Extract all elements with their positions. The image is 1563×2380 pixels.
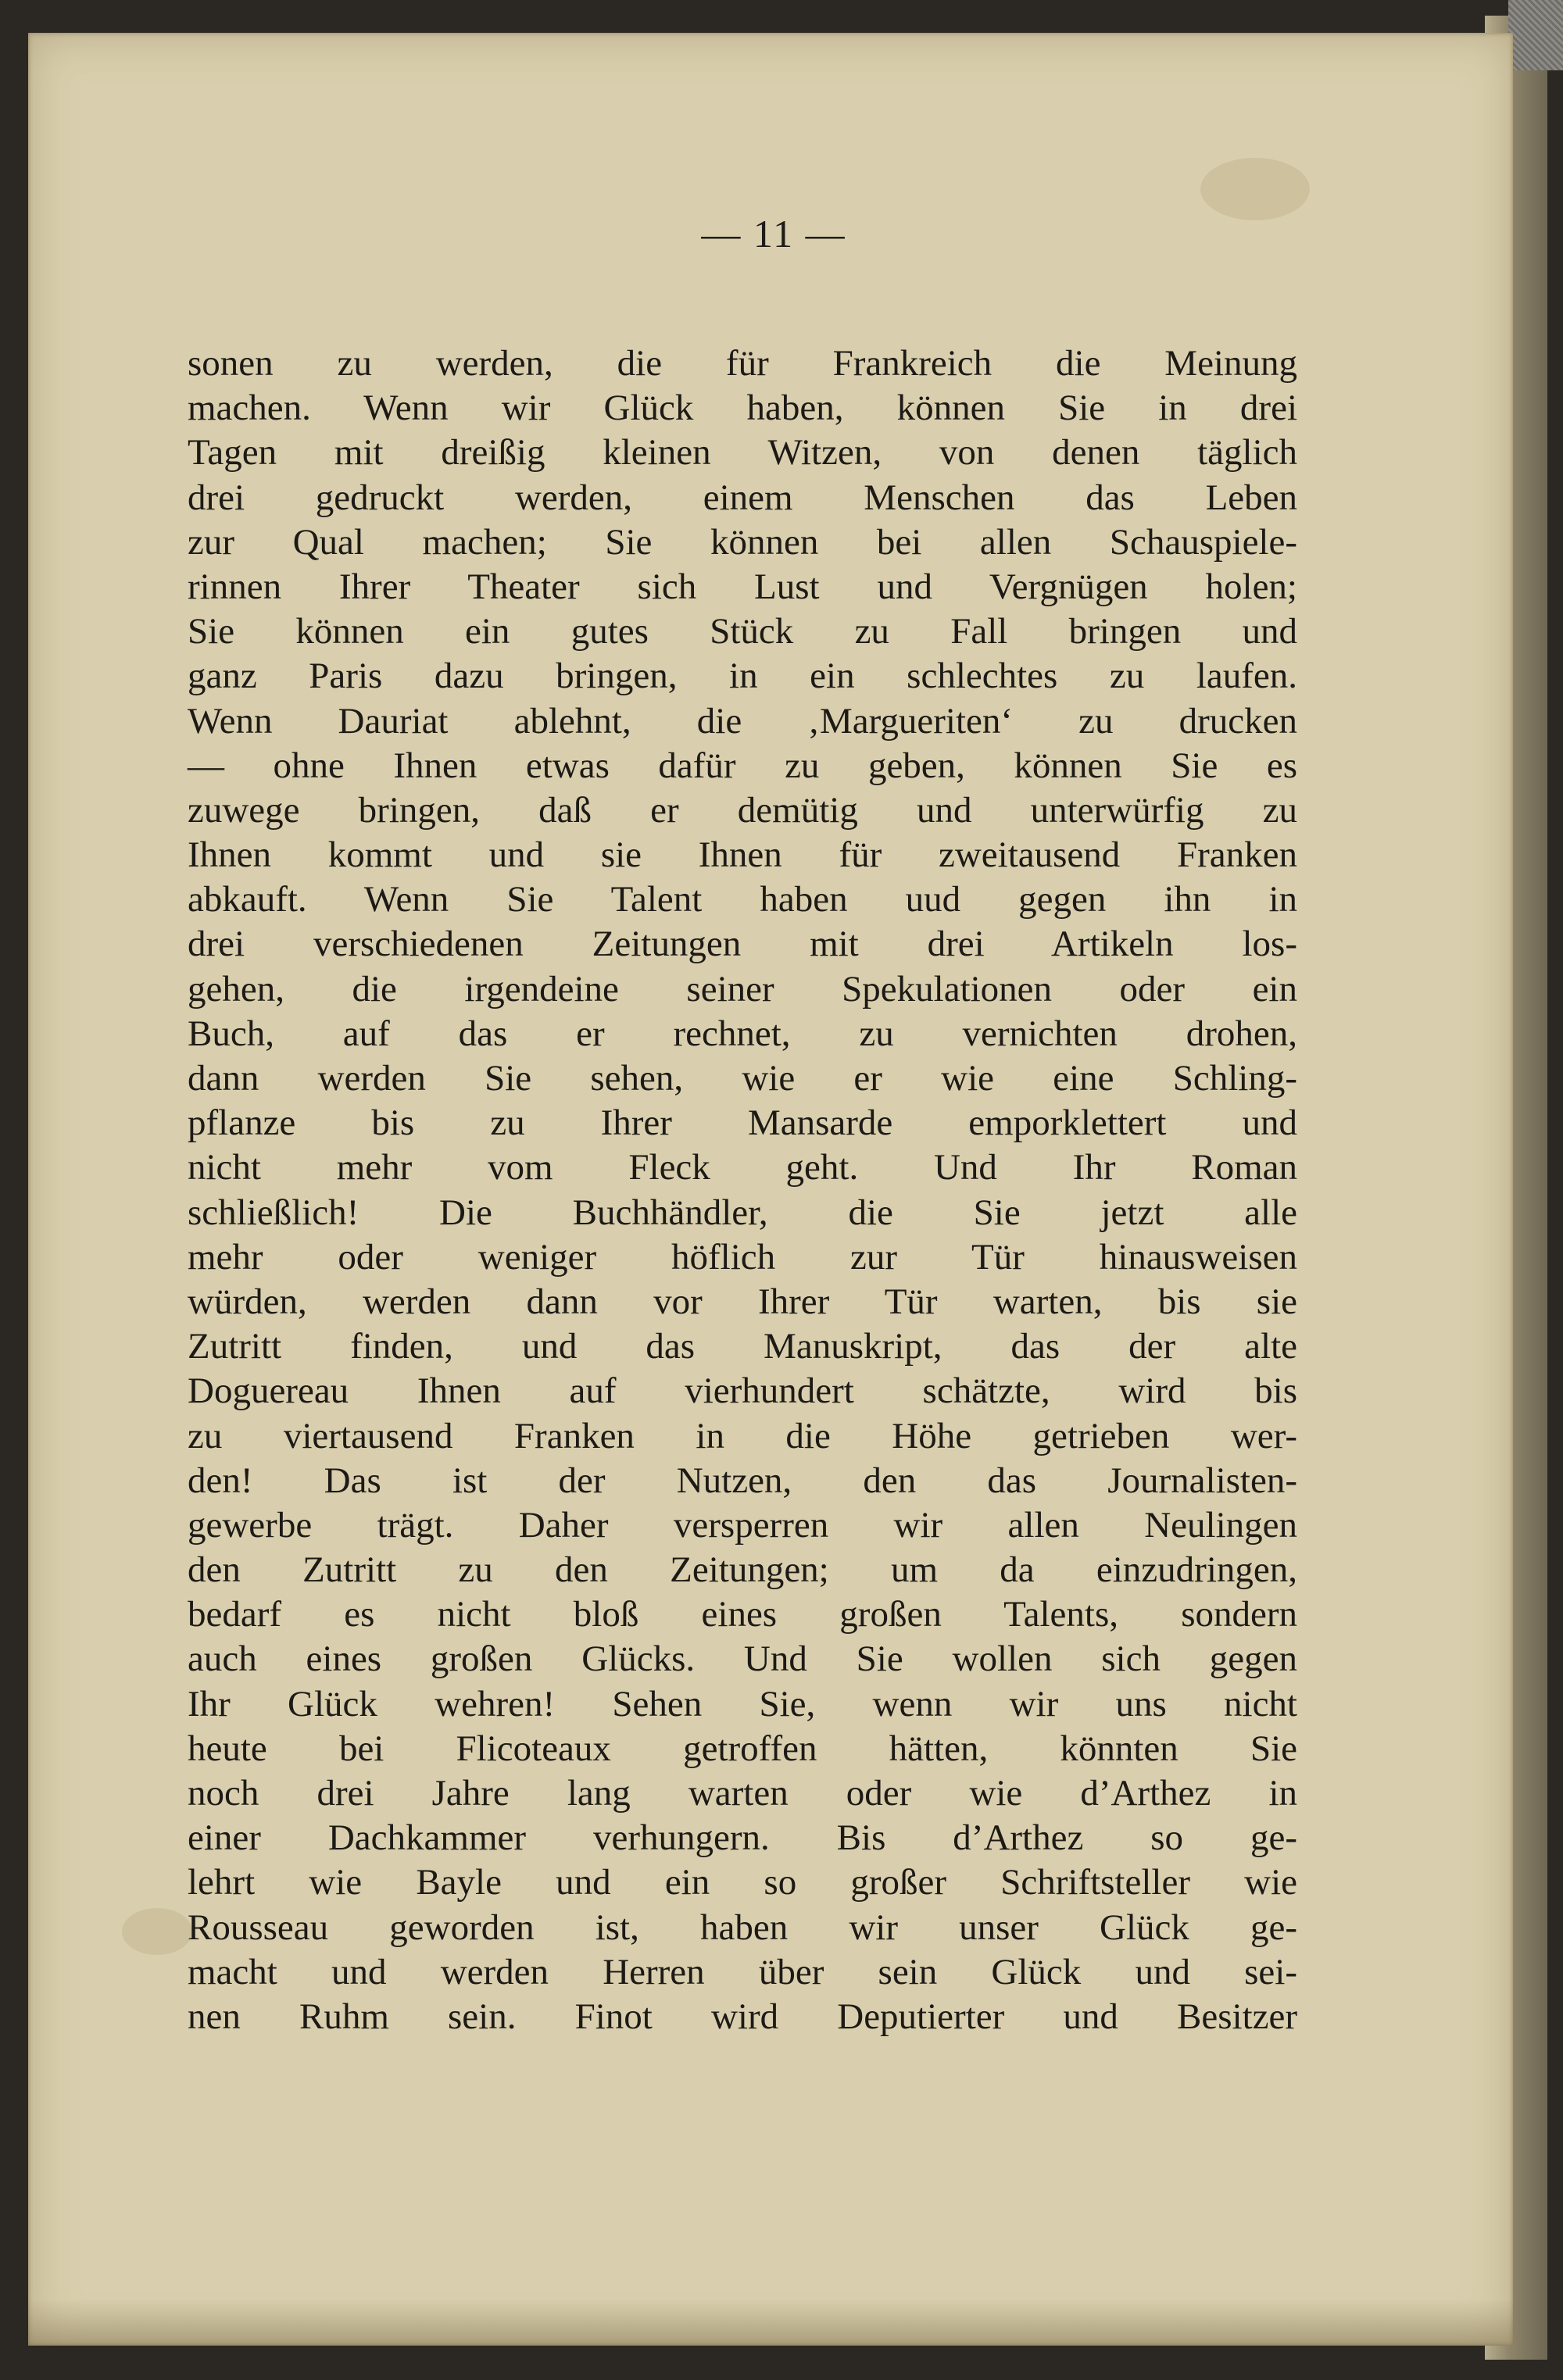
text-line: Tagen mit dreißig kleinen Witzen, von denen täglich <box>188 432 1297 473</box>
paper-stain <box>1200 158 1310 220</box>
text-line: Buch, auf das er rechnet, zu vernichten drohen, <box>188 1013 1297 1054</box>
binding-cloth <box>1508 0 1563 70</box>
text-line: gewerbe trägt. Daher versperren wir allen Neulingen <box>188 1504 1297 1546</box>
text-line: den! Das ist der Nutzen, den das Journalisten- <box>188 1460 1297 1501</box>
text-line: Zutritt finden, und das Manuskript, das der alte <box>188 1326 1297 1367</box>
text-line: den Zutritt zu den Zeitungen; um da einzudringen, <box>188 1549 1297 1591</box>
text-line: ganz Paris dazu bringen, in ein schlechtes zu laufen. <box>188 656 1297 697</box>
text-line: zu viertausend Franken in die Höhe getrieben wer- <box>188 1415 1297 1456</box>
text-line: drei verschiedenen Zeitungen mit drei Artikeln los- <box>188 924 1297 965</box>
text-line: Sie können ein gutes Stück zu Fall bringen und <box>188 611 1297 652</box>
text-line: sonen zu werden, die für Frankreich die Meinung <box>188 343 1297 384</box>
text-line: nicht mehr vom Fleck geht. Und Ihr Roman <box>188 1147 1297 1188</box>
text-line: lehrt wie Bayle und ein so großer Schriftsteller wie <box>188 1862 1297 1903</box>
text-line: zuwege bringen, daß er demütig und unterwürfig zu <box>188 789 1297 831</box>
paper-stain <box>122 1908 192 1955</box>
text-line: Ihr Glück wehren! Sehen Sie, wenn wir uns nicht <box>188 1683 1297 1724</box>
text-line: heute bei Flicoteaux getroffen hätten, könnten Sie <box>188 1728 1297 1769</box>
text-line: macht und werden Herren über sein Glück und sei- <box>188 1951 1297 1992</box>
text-line: Rousseau geworden ist, haben wir unser Glück ge- <box>188 1907 1297 1948</box>
text-line: rinnen Ihrer Theater sich Lust und Vergnügen holen; <box>188 566 1297 607</box>
text-line: abkauft. Wenn Sie Talent haben uud gegen ihn in <box>188 879 1297 920</box>
text-line: nen Ruhm sein. Finot wird Deputierter und Besitzer <box>188 1996 1297 2037</box>
text-line: Doguereau Ihnen auf vierhundert schätzte, wird bis <box>188 1370 1297 1412</box>
text-line: — ohne Ihnen etwas dafür zu geben, können Sie es <box>188 745 1297 786</box>
body-text <box>188 341 1297 2039</box>
text-line: Wenn Dauriat ablehnt, die ‚Margueriten‘ zu drucken <box>188 700 1297 742</box>
text-line: mehr oder weniger höflich zur Tür hinausweisen <box>188 1236 1297 1278</box>
text-line: auch eines großen Glücks. Und Sie wollen sich gegen <box>188 1638 1297 1680</box>
page-number: — 11 — <box>701 212 846 256</box>
text-line: schließlich! Die Buchhändler, die Sie jetzt alle <box>188 1192 1297 1233</box>
text-line: zur Qual machen; Sie können bei allen Schauspiele- <box>188 521 1297 563</box>
text-line: würden, werden dann vor Ihrer Tür warten, bis sie <box>188 1281 1297 1322</box>
text-line: bedarf es nicht bloß eines großen Talents, sondern <box>188 1594 1297 1635</box>
text-line: gehen, die irgendeine seiner Spekulationen oder ein <box>188 968 1297 1010</box>
text-line: Ihnen kommt und sie Ihnen für zweitausend Franken <box>188 834 1297 876</box>
text-line: noch drei Jahre lang warten oder wie d’Arthez in <box>188 1773 1297 1814</box>
text-line: einer Dachkammer verhungern. Bis d’Arthez so ge- <box>188 1817 1297 1859</box>
page-bottom-shade <box>28 2299 1513 2346</box>
text-line: drei gedruckt werden, einem Menschen das Leben <box>188 477 1297 518</box>
text-line: pflanze bis zu Ihrer Mansarde emporklettert und <box>188 1102 1297 1144</box>
text-line: machen. Wenn wir Glück haben, können Sie in drei <box>188 388 1297 429</box>
text-line: dann werden Sie sehen, wie er wie eine Schling- <box>188 1058 1297 1099</box>
